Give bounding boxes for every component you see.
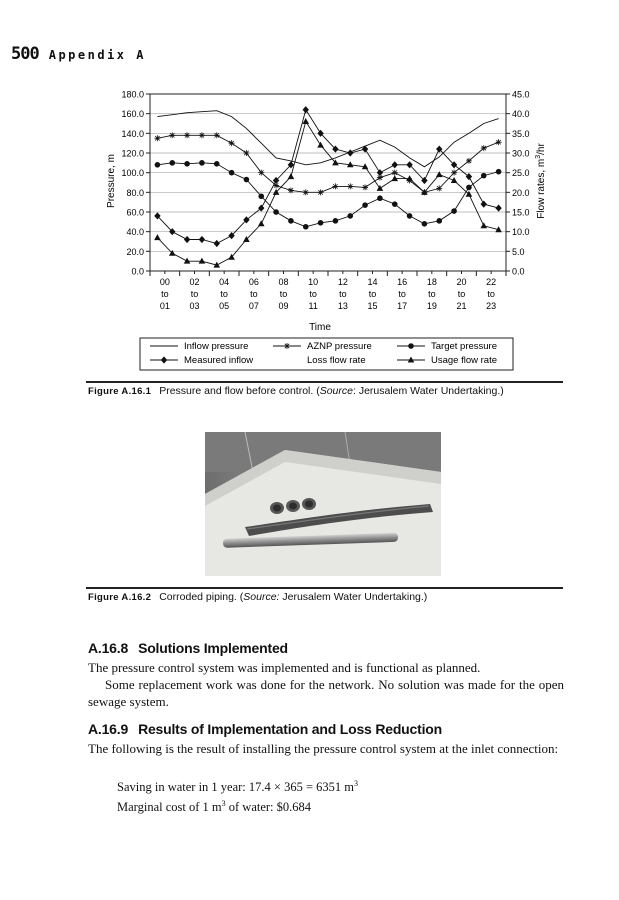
measured-inflow-point xyxy=(392,161,398,168)
target-pressure-point xyxy=(436,218,442,224)
target-pressure-point xyxy=(422,221,428,227)
x-tick-label: to xyxy=(161,289,169,299)
aznp-pressure-point xyxy=(154,135,160,141)
section-a169-heading: A.16.9 Results of Implementation and Loss Reduction xyxy=(88,721,442,737)
x-tick-label: 23 xyxy=(486,301,497,311)
aznp-pressure-point xyxy=(229,140,235,146)
aznp-pressure-point xyxy=(332,183,338,189)
usage-flow-rate-point xyxy=(184,258,191,264)
legend-label-usage-flow-rate: Usage flow rate xyxy=(431,355,498,366)
target-pressure-point xyxy=(466,185,472,191)
y2-tick-label: 0.0 xyxy=(512,266,525,277)
x-tick-label: 03 xyxy=(189,301,200,311)
aznp-pressure-point xyxy=(258,170,264,176)
aznp-pressure-point xyxy=(362,184,368,190)
y-tick-label: 100.0 xyxy=(121,168,144,179)
usage-flow-rate-point xyxy=(258,220,265,226)
saving-line: Saving in water in 1 year: 17.4 × 365 = 6351 $m^3$ xyxy=(117,779,358,795)
target-pressure-point xyxy=(258,193,264,199)
target-pressure-point xyxy=(362,202,368,208)
pressure-flow-chart xyxy=(90,86,570,376)
aznp-pressure-point xyxy=(496,139,502,145)
x-tick-label: to xyxy=(309,289,317,299)
y2-tick-label: 15.0 xyxy=(512,207,530,218)
section-a168-heading: A.16.8 Solutions Implemented xyxy=(88,640,288,656)
measured-inflow-point xyxy=(347,149,353,156)
target-pressure-point xyxy=(169,160,175,166)
target-pressure-point xyxy=(288,218,294,224)
usage-flow-rate-point xyxy=(317,142,324,148)
legend-label-inflow-pressure: Inflow pressure xyxy=(184,341,249,352)
target-pressure-point xyxy=(347,213,353,219)
figure2-caption: Figure A.16.2 Corroded piping. (Source: Jerusalem Water Undertaking.) xyxy=(88,591,428,603)
section-a168-para1: The pressure control system was implemented and is functional as planned. xyxy=(88,660,481,675)
x-tick-label: to xyxy=(190,289,199,299)
measured-inflow-point xyxy=(199,236,205,243)
aznp-pressure-point xyxy=(184,132,190,138)
usage-flow-rate-point xyxy=(436,171,443,177)
inflow-pressure-line xyxy=(157,111,498,167)
usage-flow-rate-point xyxy=(406,175,413,181)
x-tick-label: to xyxy=(428,289,436,299)
target-pressure-point xyxy=(392,201,398,207)
figure1-label: Figure A.16.1 xyxy=(88,386,152,397)
target-pressure-point xyxy=(407,213,413,219)
legend-label-target-pressure: Target pressure xyxy=(431,341,498,352)
y-tick-label: 80.0 xyxy=(126,187,144,198)
x-tick-label: 01 xyxy=(159,301,170,311)
y2-tick-label: 20.0 xyxy=(512,187,530,198)
measured-inflow-point xyxy=(258,204,264,211)
y-tick-label: 160.0 xyxy=(121,109,144,120)
x-tick-label: 13 xyxy=(337,301,348,311)
target-pressure-point xyxy=(155,162,161,168)
x-tick-label: 02 xyxy=(189,277,200,287)
figure2-label: Figure A.16.2 xyxy=(88,592,152,603)
chart-legend xyxy=(140,338,513,370)
chart-axes xyxy=(121,90,529,312)
y2-tick-label: 45.0 xyxy=(512,89,530,100)
target-pressure-point xyxy=(496,169,502,175)
x-tick-label: 11 xyxy=(308,301,318,311)
target-pressure-point xyxy=(199,160,205,166)
photo-illustration xyxy=(205,432,441,576)
y-tick-label: 20.0 xyxy=(126,246,144,257)
x-tick-label: 07 xyxy=(248,301,259,311)
x-tick-label: 10 xyxy=(308,277,319,287)
x-tick-label: to xyxy=(457,289,466,299)
usage-flow-rate-point xyxy=(391,175,398,181)
aznp-pressure-point xyxy=(243,150,249,156)
target-pressure-point xyxy=(273,209,279,215)
target-pressure-point xyxy=(481,173,487,179)
x-tick-label: 16 xyxy=(397,277,408,287)
legend-marker-aznp-pressure xyxy=(284,343,290,349)
measured-inflow-point xyxy=(466,173,472,180)
usage-flow-rate-point xyxy=(154,234,161,240)
y-axis-label: Pressure, m xyxy=(106,154,117,208)
y2-tick-label: 10.0 xyxy=(512,227,530,238)
corroded-piping-photo xyxy=(205,432,441,576)
y2-tick-label: 25.0 xyxy=(512,168,530,179)
y2-tick-label: 35.0 xyxy=(512,128,530,139)
figure1-rule xyxy=(86,381,563,383)
chart-series xyxy=(154,106,502,267)
x-tick-label: 19 xyxy=(426,301,437,311)
section-a169-para1: The following is the result of installing the pressure control system at the inlet connection: xyxy=(88,741,559,756)
y-tick-label: 0.0 xyxy=(131,266,144,277)
aznp-pressure-point xyxy=(214,132,220,138)
aznp-pressure-point xyxy=(303,189,309,195)
x-tick-label: to xyxy=(487,289,495,299)
x-tick-label: 00 xyxy=(159,277,170,287)
y2-tick-label: 40.0 xyxy=(512,109,530,120)
marginal-cost-line: Marginal cost of 1 $m^3$ of water: $0.684 xyxy=(117,799,312,815)
x-tick-label: 12 xyxy=(337,277,348,287)
x-tick-label: to xyxy=(279,289,288,299)
measured-inflow-point xyxy=(495,204,501,211)
running-header xyxy=(11,44,146,64)
x-tick-label: 14 xyxy=(367,277,378,287)
measured-inflow-point xyxy=(184,236,190,243)
legend-label-measured-inflow: Measured inflow xyxy=(184,355,254,366)
x-tick-label: 21 xyxy=(456,301,467,311)
x-tick-label: 09 xyxy=(278,301,289,311)
legend-label-loss-flow-rate: Loss flow rate xyxy=(307,355,366,366)
running-title: Appendix A xyxy=(48,48,146,62)
aznp-pressure-point xyxy=(392,170,398,176)
target-pressure-point xyxy=(214,161,220,167)
page-number: 500 xyxy=(11,44,39,64)
y-tick-label: 180.0 xyxy=(121,89,144,100)
target-pressure-point xyxy=(318,220,324,226)
x-tick-label: to xyxy=(398,289,406,299)
legend-label-aznp-pressure: AZNP pressure xyxy=(307,341,372,352)
target-pressure-point xyxy=(333,218,339,224)
x-tick-label: to xyxy=(250,289,258,299)
x-tick-label: to xyxy=(339,289,347,299)
x-tick-label: 05 xyxy=(219,301,230,311)
x-tick-label: 06 xyxy=(248,277,259,287)
target-pressure-point xyxy=(303,224,309,230)
x-tick-label: 22 xyxy=(486,277,497,287)
y-tick-label: 120.0 xyxy=(121,148,144,159)
y-tick-label: 40.0 xyxy=(126,227,144,238)
target-pressure-point xyxy=(451,208,457,214)
aznp-pressure-line xyxy=(157,135,498,192)
target-pressure-point xyxy=(229,170,235,176)
x-axis-label: Time xyxy=(309,322,331,333)
section-a168-para2: Some replacement work was done for the network. No solution was made for the open sewage system. xyxy=(88,677,564,709)
usage-flow-rate-point xyxy=(199,258,206,264)
target-pressure-point xyxy=(184,161,190,167)
x-tick-label: 18 xyxy=(426,277,437,287)
x-tick-label: 15 xyxy=(367,301,378,311)
aznp-pressure-point xyxy=(169,132,175,138)
measured-inflow-point xyxy=(214,240,220,247)
aznp-pressure-point xyxy=(347,183,353,189)
y2-axis-label: Flow rates, $m^3/hr$ xyxy=(535,143,547,219)
aznp-pressure-point xyxy=(481,145,487,151)
y2-tick-label: 5.0 xyxy=(512,246,525,257)
x-tick-label: 20 xyxy=(456,277,467,287)
legend-marker-target-pressure xyxy=(408,343,414,349)
target-pressure-point xyxy=(244,177,250,183)
target-pressure-point xyxy=(377,195,383,201)
x-tick-label: 17 xyxy=(397,301,408,311)
y-tick-label: 60.0 xyxy=(126,207,144,218)
usage-flow-rate-point xyxy=(480,222,487,228)
aznp-pressure-point xyxy=(288,187,294,193)
measured-inflow-point xyxy=(481,201,487,208)
aznp-pressure-point xyxy=(199,132,205,138)
y2-tick-label: 30.0 xyxy=(512,148,530,159)
y-tick-label: 140.0 xyxy=(121,128,144,139)
aznp-pressure-point xyxy=(451,170,457,176)
figure2-rule xyxy=(86,587,563,589)
aznp-pressure-point xyxy=(318,189,324,195)
x-tick-label: 04 xyxy=(219,277,230,287)
usage-flow-rate-line xyxy=(157,122,498,266)
measured-inflow-point xyxy=(303,106,309,113)
figure1-caption: Figure A.16.1 Pressure and flow before control. (Source: Jerusalem Water Undertaking.) xyxy=(88,385,504,397)
x-tick-label: 08 xyxy=(278,277,289,287)
usage-flow-rate-point xyxy=(288,173,295,179)
aznp-pressure-point xyxy=(466,158,472,164)
x-tick-label: to xyxy=(368,289,377,299)
aznp-pressure-point xyxy=(436,185,442,191)
measured-inflow-point xyxy=(377,169,383,176)
x-tick-label: to xyxy=(220,289,228,299)
measured-inflow-line xyxy=(157,110,498,244)
